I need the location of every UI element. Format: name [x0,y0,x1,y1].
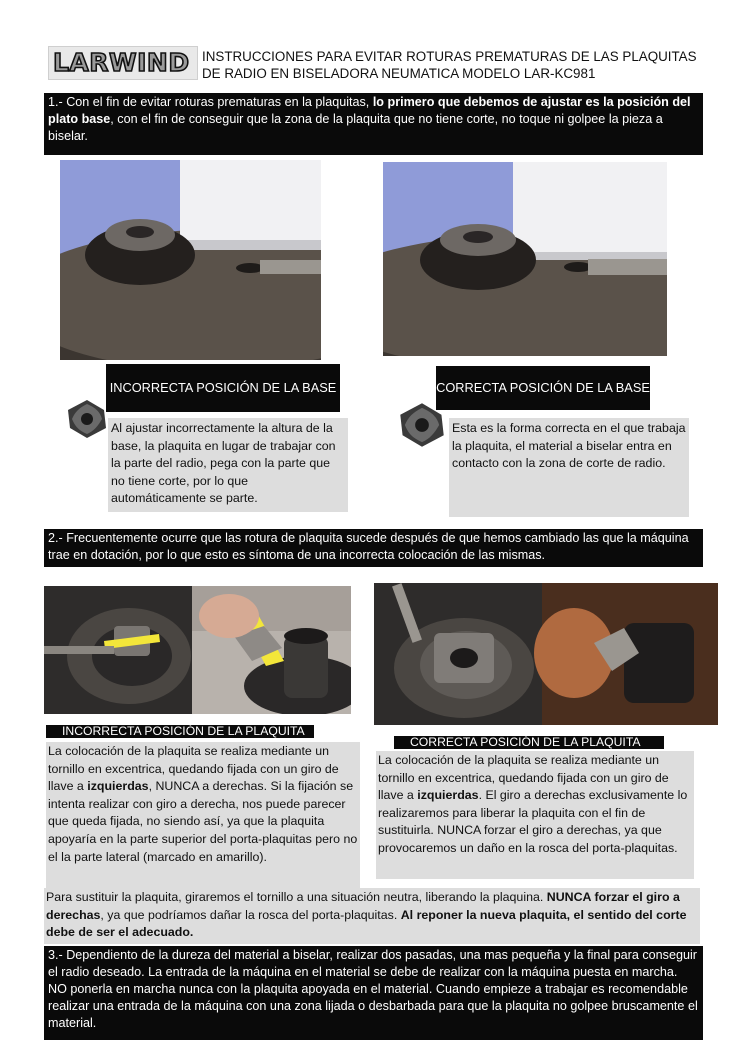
title-line-2: DE RADIO EN BISELADORA NEUMATICA MODELO LAR-KC981 [202,66,596,81]
photo-correct-base [383,162,667,356]
photo-incorrect-insert [44,586,351,714]
label-correct-insert: CORRECTA POSICIÓN DE LA PLAQUITA [394,736,664,749]
page-title [202,48,722,82]
insert-replacement-note: Para sustituir la plaquita, giraremos el tornillo a una situación neutra, liberando la plaquina. NUNCA forzar el giro a derechas, ya que podríamos dañar la rosca del porta-plaquitas. Al reponer la nueva plaquita, el sentido del corte debe de ser el adecuado. [44,888,700,944]
incorrect-base-explanation: Al ajustar incorrectamente la altura de la base, la plaquita en lugar de trabajar con la parte del radio, pega con la parte que no tiene corte, por lo que automáticamente se parte. [108,418,348,512]
correct-insert-explanation: La colocación de la plaquita se realiza mediante un tornillo en excentrica, quedando fijada con un giro de llave a izquierdas. El giro a derechas exclusivamente lo realizaremos para liberar la plaquita con el fin de sustituirla. NUNCA forzar el giro a derechas, ya que provocaremos un daño en la rosca del porta-plaquitas. [376,751,694,879]
label-incorrect-base: INCORRECTA POSICIÓN DE LA BASE [106,364,340,412]
photo-incorrect-base [60,160,321,360]
insert-plate-icon [398,401,446,449]
logo-text: LARWIND [53,48,190,77]
label-correct-base: CORRECTA POSICIÓN DE LA BASE [436,366,650,410]
title-line-1: INSTRUCCIONES PARA EVITAR ROTURAS PREMATURAS DE LAS PLAQUITAS [202,49,697,64]
section-2-text: 2.- Frecuentemente ocurre que las rotura de plaquita sucede después de que hemos cambiado las que la máquina trae en dotación, por lo que esto es síntoma de una incorrecta colocación de las mismas. [44,529,703,567]
photo-correct-insert [374,583,718,725]
insert-plate-icon [66,398,108,440]
incorrect-insert-explanation: La colocación de la plaquita se realiza mediante un tornillo en excentrica, quedando fijada con un giro de llave a izquierdas, NUNCA a derechas. Si la fijación se intenta realizar con giro a derecha, nos puede parecer que queda fijada, no siendo así, ya que la plaquita apoyaría en la parte superior del porta-plaquitas pero no el la parte lateral (marcado en amarillo). [46,742,360,888]
section-3-text: 3.- Dependiento de la dureza del material a biselar, realizar dos pasadas, una mas pequeña y la final para conseguir el radio deseado. La entrada de la máquina en el material se debe de realizar con la máquina puesta en marcha. NO ponerla en marcha nunca con la plaquita apoyada en el material. Cuando empieze a trabajar es recomendable realizar una entrada de la máquina con una zona lijada o desbarbada para que la plaquita no golpee bruscamente el material. [44,946,703,1040]
larwind-logo [48,46,198,80]
correct-base-explanation: Esta es la forma correcta en el que trabaja la plaquita, el material a biselar entra en contacto con la zona de corte de radio. [449,418,689,517]
section-1-text: 1.- Con el fin de evitar roturas prematuras en la plaquitas, lo primero que debemos de ajustar es la posición del plato base, con el fin de conseguir que la zona de la plaquita que no tiene corte, no toque ni golpee la pieza a biselar. [44,93,703,155]
label-incorrect-insert: INCORRECTA POSICIÓN DE LA PLAQUITA [46,725,314,738]
